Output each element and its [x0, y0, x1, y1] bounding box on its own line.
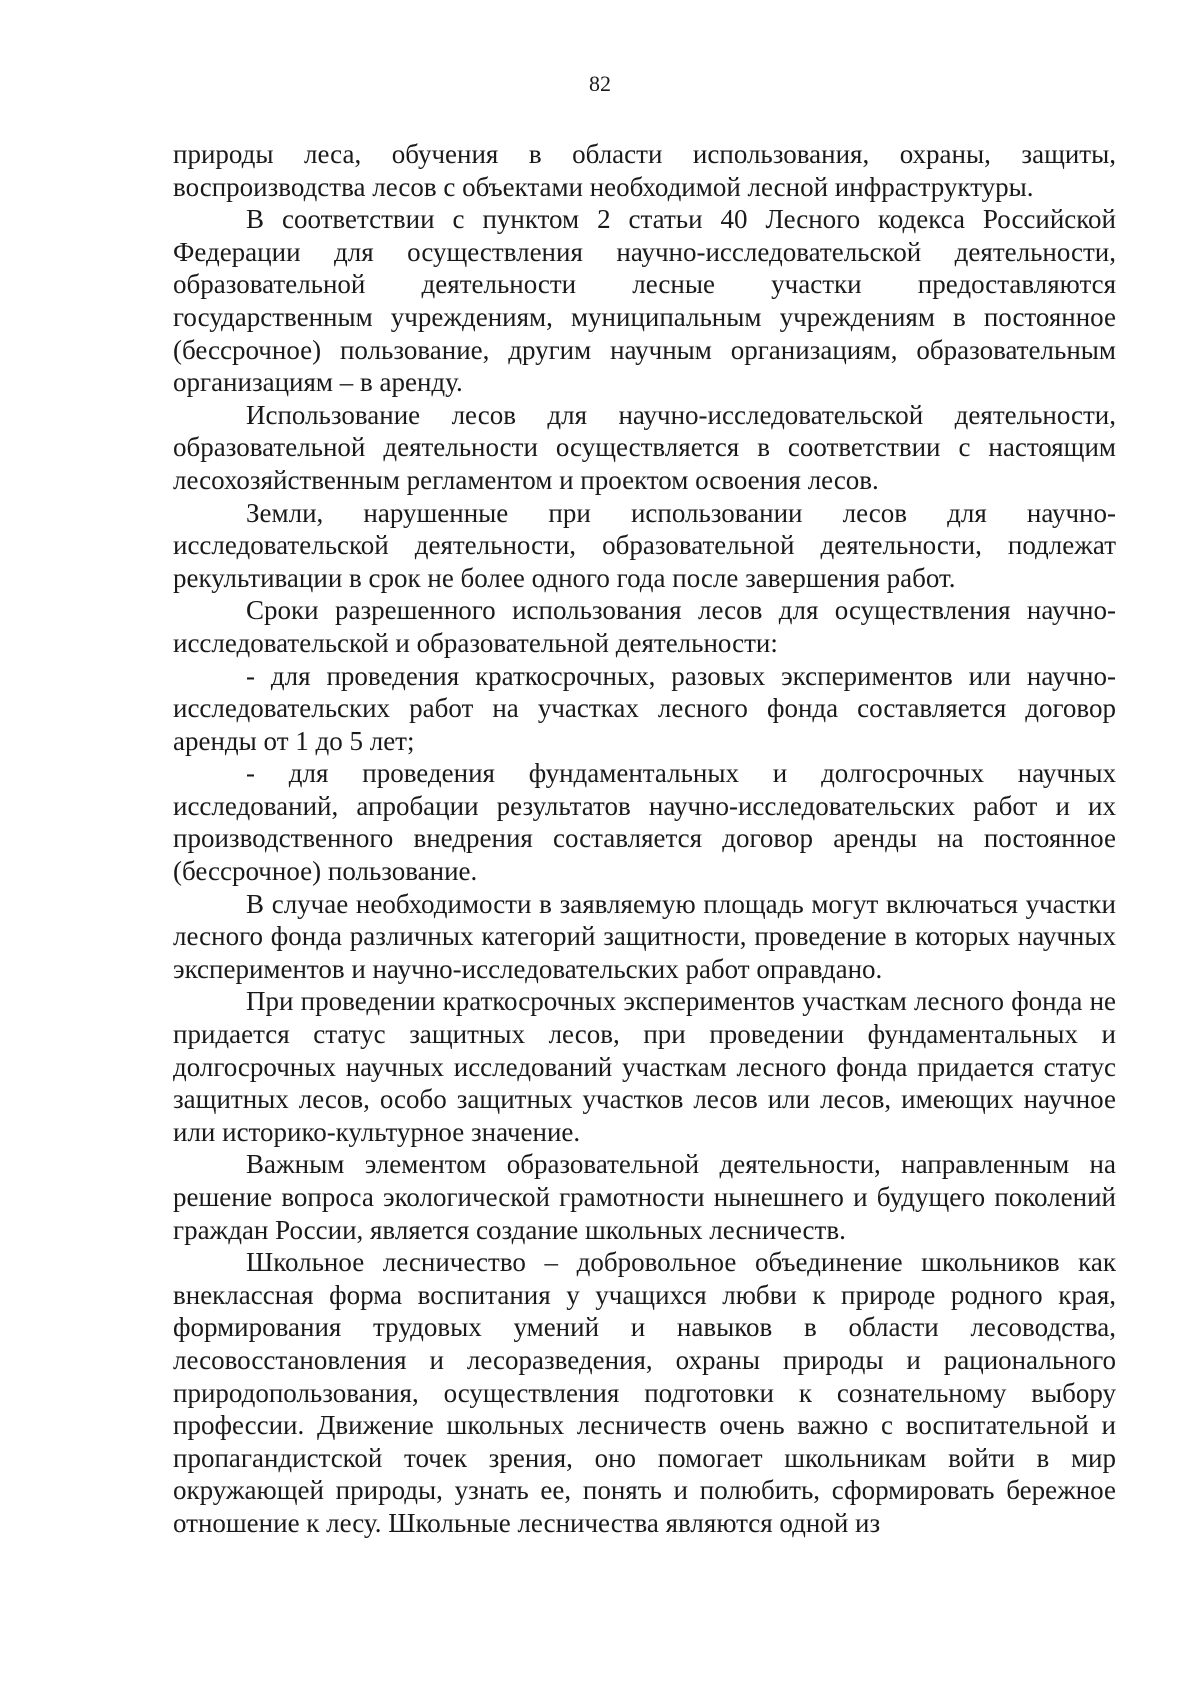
paragraph-6: В случае необходимости в заявляемую площадь могут включаться участки лесного фонда различных категорий защитности, проведение в которых научных экспериментов и научно-исследовательских работ оправдано. — [173, 888, 1116, 984]
paragraph-8: Важным элементом образовательной деятельности, направленным на решение вопроса экологической грамотности нынешнего и будущего поколений граждан России, является создание школьных лесничеств. — [173, 1149, 1116, 1245]
paragraph-5: Сроки разрешенного использования лесов для осуществления научно-исследовательской и образовательной деятельности: — [173, 595, 1116, 658]
list-item-2: - для проведения фундаментальных и долгосрочных научных исследований, апробации результатов научно-исследовательских работ и их производственного внедрения составляется договор аренды на постоянное (бессрочное) пользование. — [173, 758, 1116, 887]
list-item-1: - для проведения краткосрочных, разовых экспериментов или научно-исследовательских работ на участках лесного фонда составляется договор аренды от 1 до 5 лет; — [173, 660, 1116, 756]
page-number: 82 — [589, 71, 611, 96]
paragraph-1: природы леса, обучения в области использования, охраны, защиты, воспроизводства лесов с объектами необходимой лесной инфраструктуры. — [173, 139, 1116, 202]
paragraph-2: В соответствии с пунктом 2 статьи 40 Лесного кодекса Российской Федерации для осуществления научно-исследовательской деятельности, образовательной деятельности лесные участки предоставляются государственным учреждениям, муниципальным учреждениям в постоянное (бессрочное) пользование, другим научным организациям, образовательным организациям – в аренду. — [173, 204, 1116, 398]
paragraph-7: При проведении краткосрочных экспериментов участкам лесного фонда не придается статус защитных лесов, при проведении фундаментальных и долгосрочных научных исследований участкам лесного фонда придается статус защитных лесов, особо защитных участков лесов или лесов, имеющих научное или историко-культурное значение. — [173, 986, 1116, 1147]
document-body — [173, 138, 1116, 1540]
paragraph-4: Земли, нарушенные при использовании лесов для научно-исследовательской деятельности, образовательной деятельности, подлежат рекультивации в срок не более одного года после завершения работ. — [173, 497, 1116, 593]
paragraph-3: Использование лесов для научно-исследовательской деятельности, образовательной деятельности осуществляется в соответствии с настоящим лесохозяйственным регламентом и проектом освоения лесов. — [173, 399, 1116, 495]
paragraph-9: Школьное лесничество – добровольное объединение школьников как внеклассная форма воспитания у учащихся любви к природе родного края, формирования трудовых умений и навыков в области лесоводства, лесовосстановления и лесоразведения, охраны природы и рационального природопользования, осуществления подготовки к сознательному выбору профессии. Движение школьных лесничеств очень важно с воспитательной и пропагандистской точек зрения, оно помогает школьникам войти в мир окружающей природы, узнать ее, понять и полюбить, сформировать бережное отношение к лесу. Школьные лесничества являются одной из — [173, 1247, 1116, 1538]
